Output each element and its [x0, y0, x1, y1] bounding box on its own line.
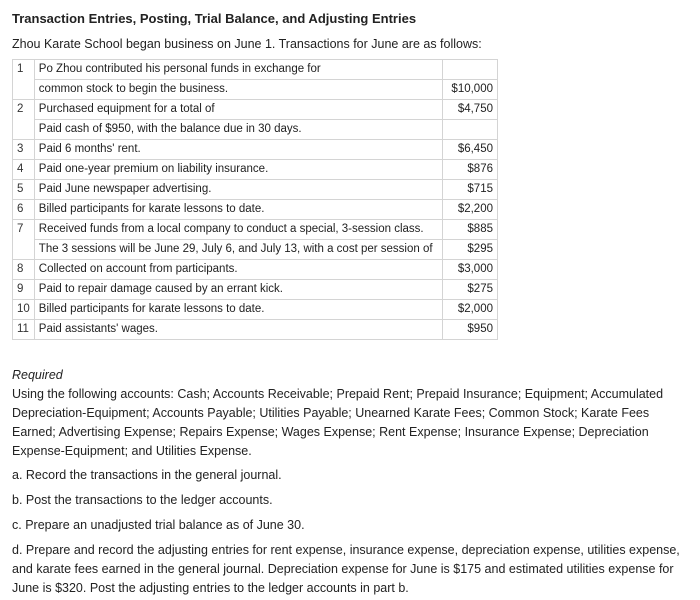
table-row [13, 260, 498, 280]
row-description: Paid June newspaper advertising. [34, 180, 442, 200]
row-description: Paid assistants' wages. [34, 320, 442, 340]
table-row [13, 180, 498, 200]
row-amount: $4,750 [443, 100, 498, 120]
requirement-a: a. Record the transactions in the general journal. [12, 468, 282, 482]
row-description: Paid one-year premium on liability insurance. [34, 160, 442, 180]
page-title: Transaction Entries, Posting, Trial Balance, and Adjusting Entries [12, 11, 417, 26]
row-number: 2 [13, 100, 35, 120]
row-number: 9 [13, 280, 35, 300]
row-number: 4 [13, 160, 35, 180]
row-number: 7 [13, 220, 35, 240]
row-number: 8 [13, 260, 35, 280]
row-number: 6 [13, 200, 35, 220]
table-row [13, 320, 498, 340]
table-row [13, 60, 498, 80]
intro-text: Zhou Karate School began business on June 1. Transactions for June are as follows: [12, 37, 482, 51]
row-description: Billed participants for karate lessons to date. [34, 200, 442, 220]
row-amount: $2,000 [443, 300, 498, 320]
table-row [13, 120, 498, 140]
row-amount: $275 [443, 280, 498, 300]
table-row [13, 200, 498, 220]
table-row [13, 140, 498, 160]
table-row [13, 280, 498, 300]
table-row [13, 300, 498, 320]
row-amount: $295 [443, 240, 498, 260]
requirement-c: c. Prepare an unadjusted trial balance as of June 30. [12, 518, 305, 532]
row-description: Purchased equipment for a total of [34, 100, 442, 120]
required-heading: Required [12, 368, 63, 382]
row-amount [443, 120, 498, 140]
row-amount: $2,200 [443, 200, 498, 220]
table-row [13, 100, 498, 120]
table-row [13, 240, 498, 260]
row-description: Billed participants for karate lessons to date. [34, 300, 442, 320]
row-number: 1 [13, 60, 35, 80]
row-description: Po Zhou contributed his personal funds in exchange for [34, 60, 442, 80]
row-number: 10 [13, 300, 35, 320]
row-amount: $3,000 [443, 260, 498, 280]
row-description: Collected on account from participants. [34, 260, 442, 280]
row-description: Received funds from a local company to conduct a special, 3-session class. [34, 220, 442, 240]
table-row [13, 220, 498, 240]
row-number: 5 [13, 180, 35, 200]
requirement-d: d. Prepare and record the adjusting entries for rent expense, insurance expense, depreciation expense, utilities expense, and karate fees earned in the general journal. Depreciation expense for June is $175 and estimated utilities expense for June is $320. Post the adjusting entries to the ledger accounts in part b. [12, 543, 680, 595]
row-number: 11 [13, 320, 35, 340]
row-amount: $876 [443, 160, 498, 180]
accounts-paragraph: Using the following accounts: Cash; Accounts Receivable; Prepaid Rent; Prepaid Insurance; Equipment; Accumulated Depreciation-Equipment; Accounts Payable; Utilities Payable; Unearned Karate Fees; Common Stock; Karate Fees Earned; Advertising Expense; Repairs Expense; Wages Expense; Rent Expense; Insurance Expense; Depreciation Expense-Equipment; and Utilities Expense. [12, 387, 664, 458]
row-description: Paid 6 months' rent. [34, 140, 442, 160]
row-amount: $6,450 [443, 140, 498, 160]
row-description: Paid cash of $950, with the balance due in 30 days. [34, 120, 442, 140]
row-amount: $715 [443, 180, 498, 200]
table-row [13, 160, 498, 180]
row-amount: $950 [443, 320, 498, 340]
row-amount: $10,000 [443, 80, 498, 100]
row-amount [443, 60, 498, 80]
table-row [13, 80, 498, 100]
row-description: Paid to repair damage caused by an errant kick. [34, 280, 442, 300]
requirement-b: b. Post the transactions to the ledger accounts. [12, 493, 273, 507]
row-number: 3 [13, 140, 35, 160]
row-amount: $885 [443, 220, 498, 240]
transactions-table [12, 59, 498, 340]
row-description: common stock to begin the business. [34, 80, 442, 100]
row-description: The 3 sessions will be June 29, July 6, and July 13, with a cost per session of [34, 240, 442, 260]
